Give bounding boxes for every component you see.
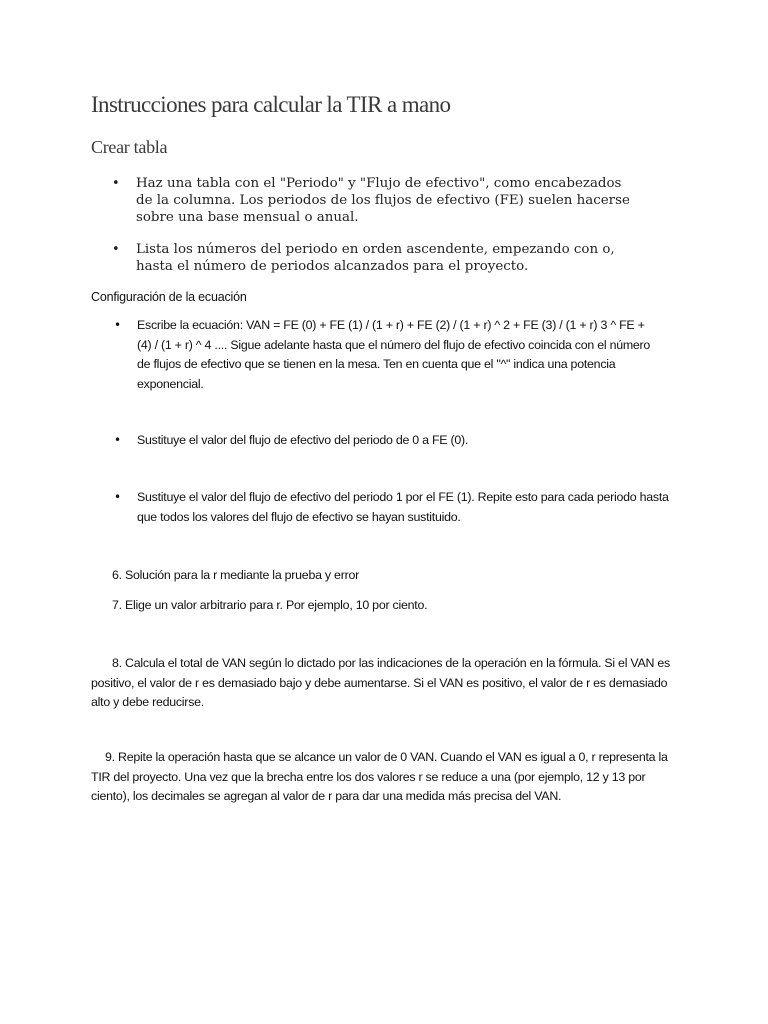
- table-instructions-list: [112, 175, 632, 226]
- list-item: [112, 241, 632, 275]
- list-item-text: Haz una tabla con el "Periodo" y "Flujo de efectivo", como encabezados de la columna. Los periodos de los flujos de efectivo (FE) suelen hacerse sobre una base mensual o anual.: [136, 176, 630, 225]
- list-item: [112, 175, 632, 226]
- list-item: [114, 316, 656, 394]
- step-7: 7. Elige un valor arbitrario para r. Por ejemplo, 10 por ciento.: [112, 598, 428, 612]
- list-item: [114, 431, 674, 451]
- bullet-icon: •: [112, 176, 120, 191]
- equation-list: [114, 316, 656, 394]
- step-6: 6. Solución para la r mediante la prueba y error: [112, 568, 359, 582]
- table-instructions-list-2: [112, 241, 632, 275]
- list-item-text: Sustituye el valor del flujo de efectivo del periodo de 0 a FE (0).: [137, 433, 469, 447]
- list-item: [114, 488, 676, 527]
- list-item-text: Sustituye el valor del flujo de efectivo del periodo 1 por el FE (1). Repite esto para cada periodo hasta que todos los valores del flujo de efectivo se hayan sustituido.: [137, 490, 669, 524]
- page-title: Instrucciones para calcular la TIR a mano: [91, 92, 451, 117]
- section-label-configuracion: Configuración de la ecuación: [91, 290, 247, 304]
- equation-list-2: [114, 431, 674, 451]
- equation-list-3: [114, 488, 676, 527]
- step-8: 8. Calcula el total de VAN según lo dictado por las indicaciones de la operación en la fórmula. Si el VAN es positivo, el valor de r es demasiado bajo y debe aumentarse. Si el VAN es positivo, el valor de r es demasiado alto y debe reducirse.: [91, 656, 670, 709]
- bullet-icon: •: [114, 433, 121, 447]
- bullet-icon: •: [114, 318, 121, 332]
- list-item-text: Lista los números del periodo en orden ascendente, empezando con o, hasta el número de periodos alcanzados para el proyecto.: [136, 242, 615, 274]
- bullet-icon: •: [112, 242, 120, 257]
- list-item-text: Escribe la ecuación: VAN = FE (0) + FE (1) / (1 + r) + FE (2) / (1 + r) ^ 2 + FE (3) / (1 + r) 3 ^ FE + (4) / (1 + r) ^ 4 .... Sigue adelante hasta que el número del flujo de efectivo coincida con el número de flujos de efectivo que se tienen en la mesa. Ten en cuenta que el "^" indica una potencia exponencial.: [137, 318, 651, 391]
- section-heading-crear-tabla: Crear tabla: [91, 137, 168, 157]
- step-9: 9. Repite la operación hasta que se alcance un valor de 0 VAN. Cuando el VAN es igual a 0, r representa la TIR del proyecto. Una vez que la brecha entre los dos valores r se reduce a una (por ejemplo, 12 y 13 por ciento), los decimales se agregan al valor de r para dar una medida más precisa del VAN.: [91, 750, 668, 803]
- bullet-icon: •: [114, 490, 121, 504]
